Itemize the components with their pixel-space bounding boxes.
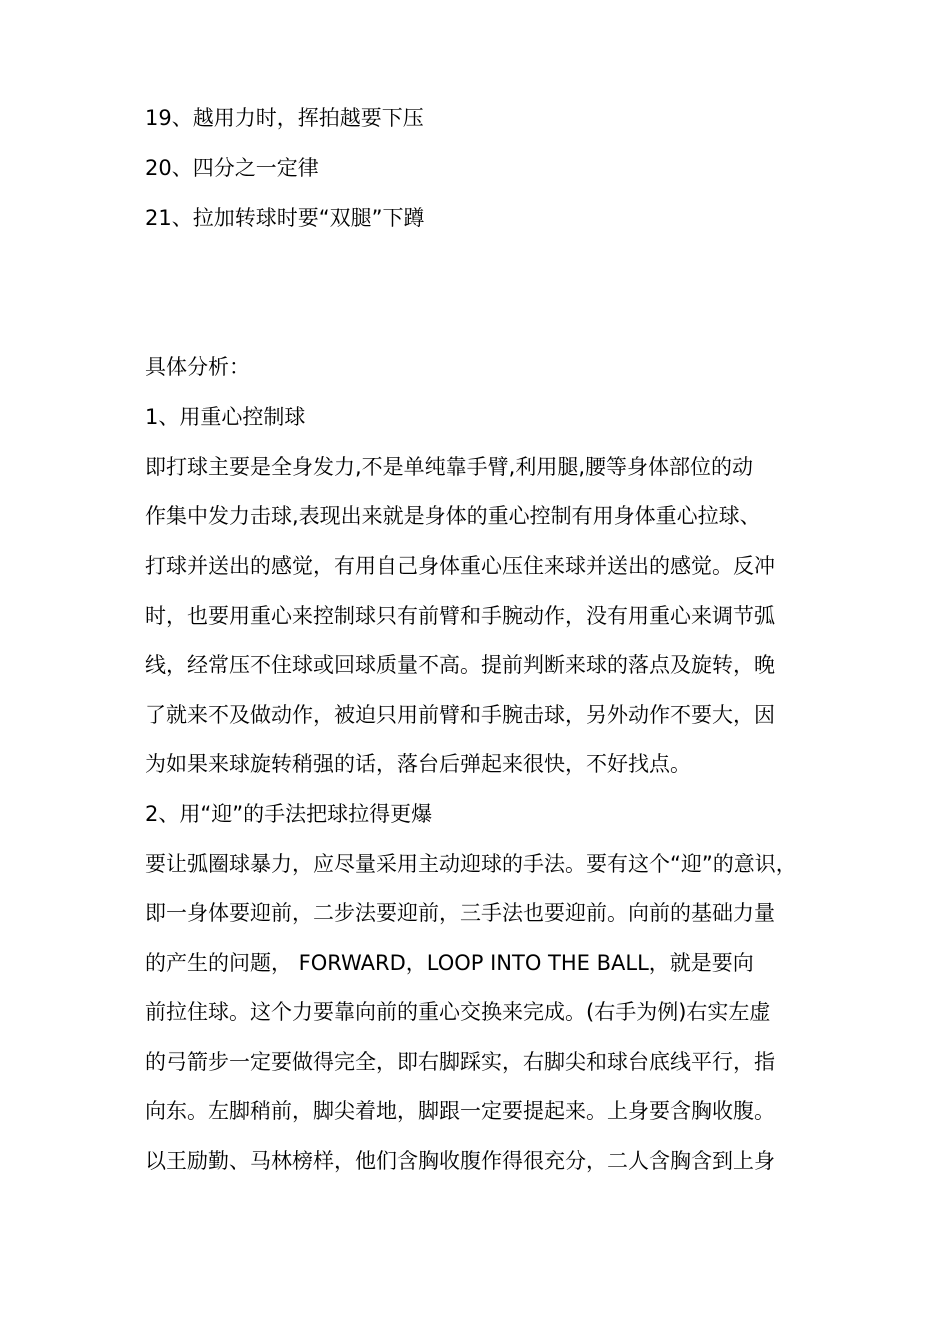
paragraph-line: 作集中发力击球,表现出来就是身体的重心控制有用身体重心拉球、	[145, 504, 761, 528]
paragraph-line: 了就来不及做动作，被迫只用前臂和手腕击球，另外动作不要大，因	[145, 703, 775, 727]
paragraph-line: 线，经常压不住球或回球质量不高。提前判断来球的落点及旋转，晚	[145, 653, 775, 677]
section-title: 2、用“迎”的手法把球拉得更爆	[145, 802, 433, 826]
paragraph-line: 向东。左脚稍前，脚尖着地，脚跟一定要提起来。上身要含胸收腹。	[145, 1099, 775, 1123]
list-item: 21、拉加转球时要“双腿”下蹲	[145, 206, 425, 230]
paragraph-line: 为如果来球旋转稍强的话，落台后弹起来很快，不好找点。	[145, 752, 691, 776]
paragraph-line: 前拉住球。这个力要靠向前的重心交换来完成。(右手为例)右实左虚	[145, 1000, 771, 1024]
paragraph-line: 即一身体要迎前，二步法要迎前，三手法也要迎前。向前的基础力量	[145, 901, 775, 925]
section-title: 1、用重心控制球	[145, 405, 306, 429]
paragraph-line: 的产生的问题， FORWARD，LOOP INTO THE BALL，就是要向	[145, 951, 754, 975]
list-item: 20、四分之一定律	[145, 156, 319, 180]
paragraph-line: 时，也要用重心来控制球只有前臂和手腕动作，没有用重心来调节弧	[145, 604, 775, 628]
list-item: 19、越用力时，挥拍越要下压	[145, 106, 424, 130]
paragraph-line: 打球并送出的感觉，有用自己身体重心压住来球并送出的感觉。反冲	[145, 554, 775, 578]
analysis-heading: 具体分析：	[145, 355, 250, 379]
paragraph-line: 的弓箭步一定要做得完全，即右脚踩实，右脚尖和球台底线平行，指	[145, 1050, 775, 1074]
paragraph-line: 即打球主要是全身发力,不是单纯靠手臂,利用腿,腰等身体部位的动	[145, 455, 754, 479]
paragraph-line: 要让弧圈球暴力，应尽量采用主动迎球的手法。要有这个“迎”的意识，	[145, 852, 797, 876]
paragraph-line: 以王励勤、马林榜样，他们含胸收腹作得很充分，二人含胸含到上身	[145, 1149, 775, 1173]
